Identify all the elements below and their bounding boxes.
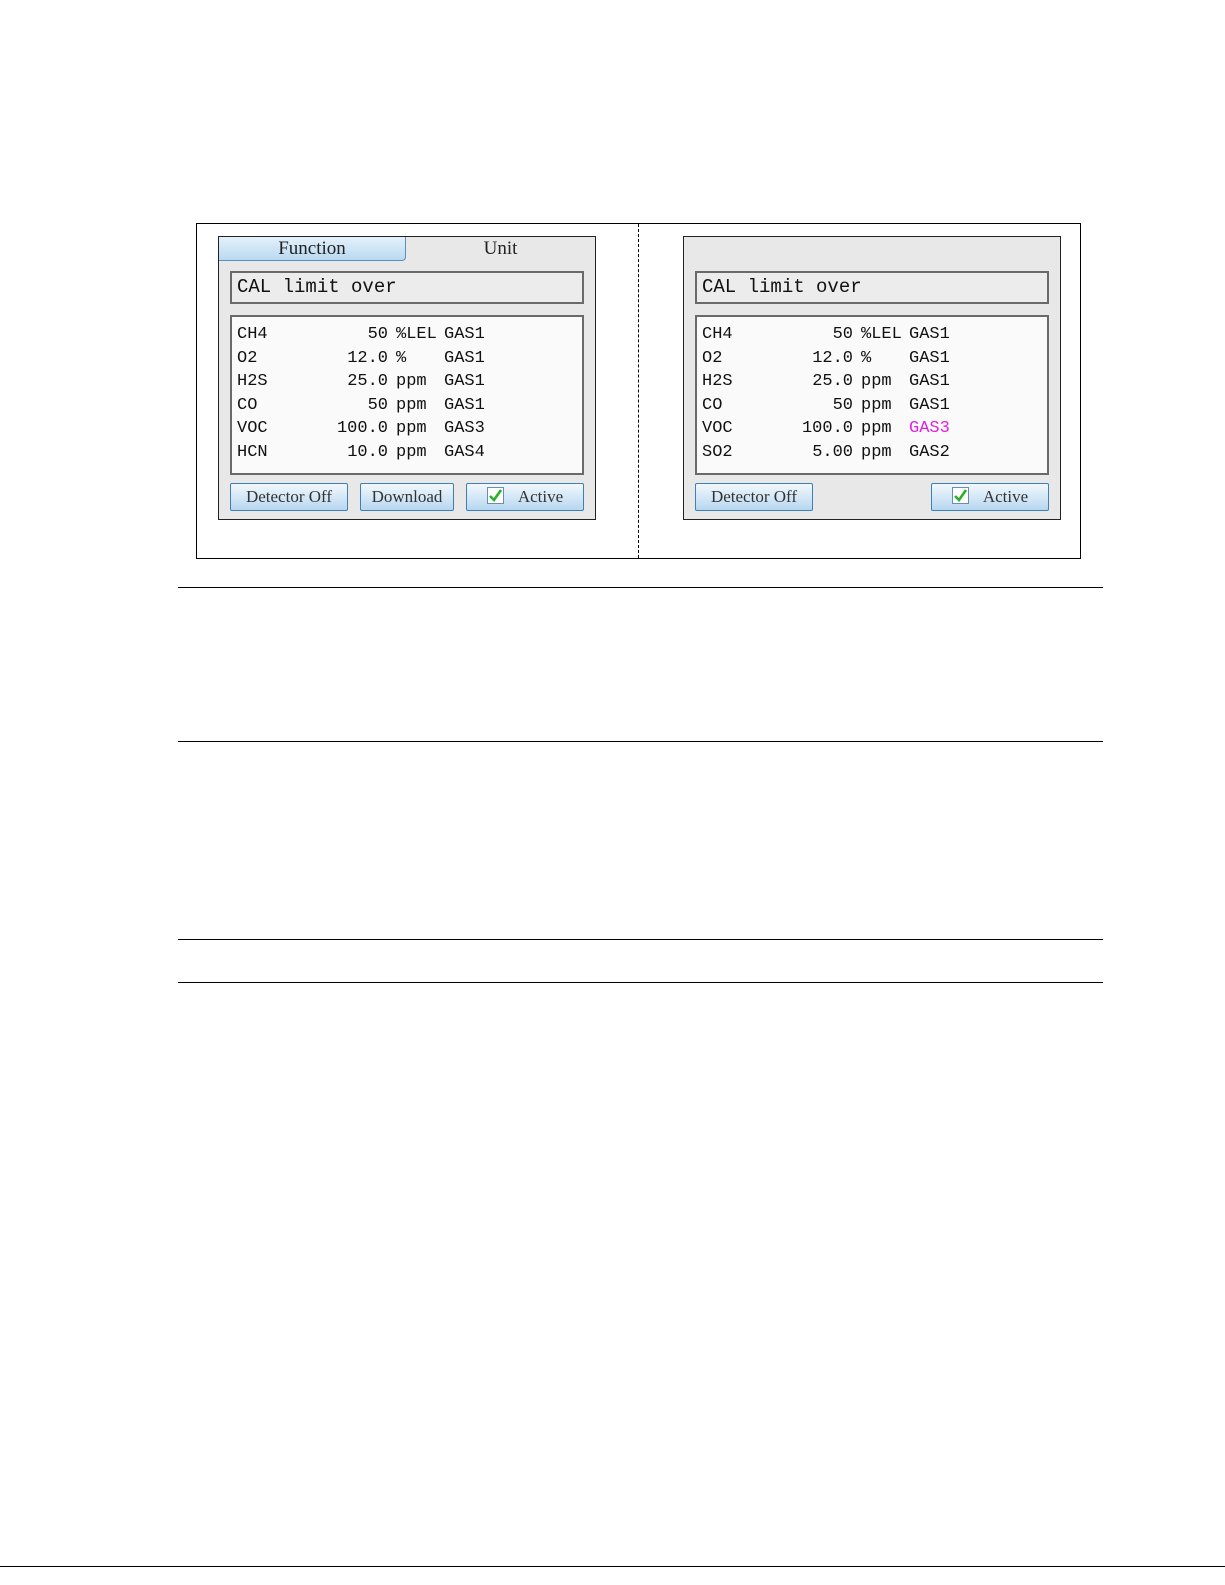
gas-channel: GAS1 — [444, 325, 485, 344]
gas-row-co — [697, 394, 1047, 418]
gas-channel: GAS1 — [909, 325, 950, 344]
gas-row-voc — [697, 417, 1047, 441]
active-toggle-button[interactable] — [931, 483, 1049, 511]
gas-list — [230, 315, 584, 475]
horizontal-rule — [178, 587, 1103, 588]
gas-value: 50 — [832, 395, 853, 415]
gas-unit: ppm — [861, 419, 892, 439]
dashed-divider — [638, 224, 639, 558]
gas-unit: ppm — [861, 442, 892, 462]
active-label: Active — [517, 487, 564, 506]
right-screen-panel — [683, 236, 1061, 520]
gas-value: 5.00 — [812, 442, 853, 462]
gas-channel-highlighted: GAS3 — [909, 419, 950, 439]
gas-channel: GAS3 — [444, 419, 485, 439]
gas-row-o2 — [697, 347, 1047, 371]
gas-name: VOC — [237, 419, 268, 439]
gas-name: HCN — [237, 442, 268, 462]
gas-name: O2 — [237, 348, 258, 368]
gas-unit: ppm — [396, 419, 427, 439]
gas-row-voc — [232, 417, 582, 441]
gas-channel: GAS2 — [909, 442, 950, 462]
gas-list — [695, 315, 1049, 475]
gas-value: 50 — [367, 325, 388, 344]
gas-unit: % — [861, 348, 872, 368]
gas-unit: ppm — [396, 442, 427, 462]
gas-row-ch4 — [232, 323, 582, 347]
active-toggle-button[interactable] — [466, 483, 584, 511]
gas-value: 25.0 — [347, 372, 388, 392]
gas-value: 12.0 — [347, 348, 388, 368]
gas-row-co — [232, 394, 582, 418]
gas-name: CO — [237, 395, 258, 415]
gas-row-h2s — [232, 370, 582, 394]
gas-row-ch4 — [697, 323, 1047, 347]
tab-bar — [219, 237, 595, 261]
status-message: CAL limit over — [230, 271, 584, 304]
left-screen-panel — [218, 236, 596, 520]
download-button[interactable]: Download — [360, 483, 454, 511]
gas-channel: GAS1 — [444, 372, 485, 392]
gas-name: H2S — [702, 372, 733, 392]
gas-unit: ppm — [861, 395, 892, 415]
gas-channel: GAS1 — [909, 348, 950, 368]
gas-name: CH4 — [702, 325, 733, 344]
detector-off-button[interactable]: Detector Off — [230, 483, 348, 511]
gas-channel: GAS1 — [444, 348, 485, 368]
gas-row-h2s — [697, 370, 1047, 394]
gas-name: H2S — [237, 372, 268, 392]
tab-function[interactable]: Function — [219, 237, 406, 261]
gas-unit: % — [396, 348, 407, 368]
checkbox-icon — [487, 487, 504, 504]
gas-value: 25.0 — [812, 372, 853, 392]
gas-value: 50 — [832, 325, 853, 344]
horizontal-rule — [178, 939, 1103, 940]
page-bottom-rule — [0, 1566, 1225, 1567]
gas-name: O2 — [702, 348, 723, 368]
gas-value: 50 — [367, 395, 388, 415]
gas-unit: %LEL — [861, 325, 902, 344]
gas-unit: ppm — [861, 372, 892, 392]
gas-unit: %LEL — [396, 325, 437, 344]
gas-row-so2 — [697, 441, 1047, 465]
status-message: CAL limit over — [695, 271, 1049, 304]
horizontal-rule — [178, 982, 1103, 983]
gas-value: 12.0 — [812, 348, 853, 368]
gas-row-o2 — [232, 347, 582, 371]
gas-value: 10.0 — [347, 442, 388, 462]
detector-off-button[interactable]: Detector Off — [695, 483, 813, 511]
gas-value: 100.0 — [801, 419, 853, 439]
gas-name: CO — [702, 395, 723, 415]
gas-unit: ppm — [396, 372, 427, 392]
checkbox-icon — [952, 487, 969, 504]
gas-value: 100.0 — [336, 419, 388, 439]
gas-channel: GAS1 — [444, 395, 485, 415]
horizontal-rule — [178, 741, 1103, 742]
gas-name: VOC — [702, 419, 733, 439]
gas-channel: GAS1 — [909, 395, 950, 415]
gas-channel: GAS4 — [444, 442, 485, 462]
gas-channel: GAS1 — [909, 372, 950, 392]
tab-unit[interactable]: Unit — [483, 238, 518, 259]
gas-unit: ppm — [396, 395, 427, 415]
gas-name: SO2 — [702, 442, 733, 462]
active-label: Active — [982, 487, 1029, 506]
gas-row-hcn — [232, 441, 582, 465]
gas-name: CH4 — [237, 325, 268, 344]
